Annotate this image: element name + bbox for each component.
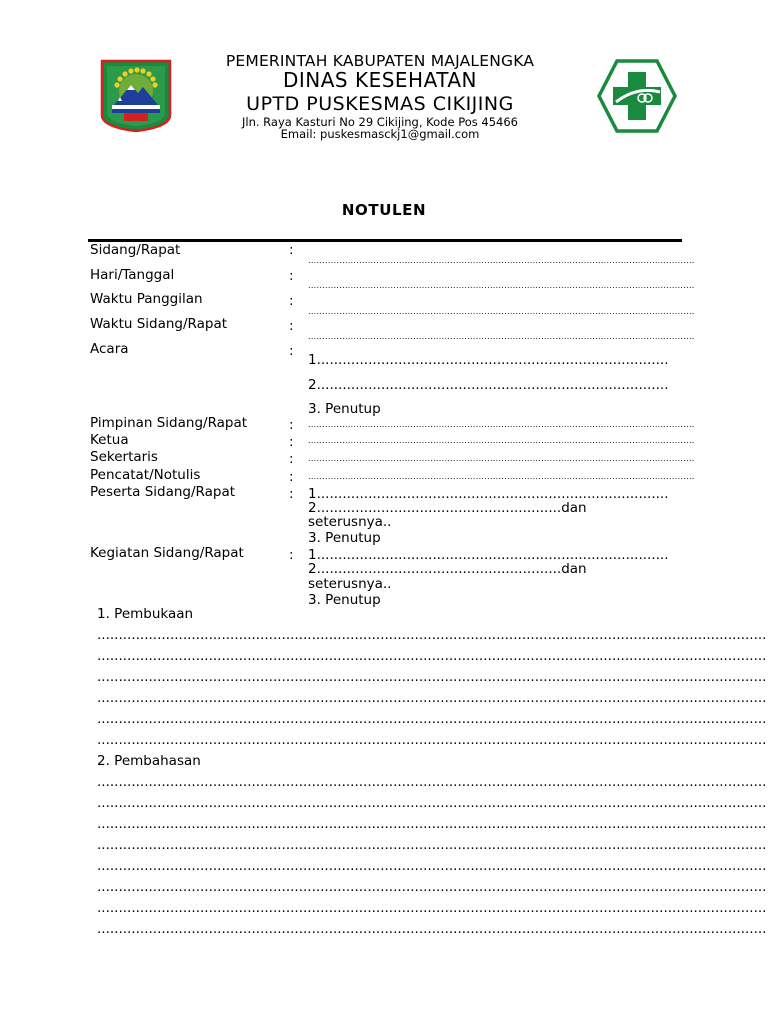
fill-line-pimpinan: ........................................................................................................................................ (308, 420, 695, 429)
pembukaan-line: ............................................................................................................................................................ (97, 669, 767, 685)
label-peserta: Peserta Sidang/Rapat (90, 484, 236, 500)
peserta-item-2: 2.........................................................dan (308, 500, 587, 516)
header-agency: DINAS KESEHATAN (282, 68, 478, 92)
kegiatan-item-2: 2.........................................................dan (308, 561, 587, 577)
peserta-item-3: 3. Penutup (308, 530, 381, 546)
pembahasan-line: ............................................................................................................................................................ (97, 900, 767, 916)
colon: : (289, 343, 294, 359)
label-sidang: Sidang/Rapat (90, 242, 181, 258)
colon: : (289, 547, 294, 563)
pembahasan-line: ............................................................................................................................................................ (97, 837, 767, 853)
colon: : (289, 318, 294, 334)
pembukaan-line: ............................................................................................................................................................ (97, 627, 767, 643)
header-email: Email: puskesmasckj1@gmail.com (280, 127, 480, 141)
section-pembahasan-heading: 2. Pembahasan (97, 753, 201, 769)
fill-line-hari: ........................................................................................................................................ (308, 281, 695, 290)
pembahasan-line: ............................................................................................................................................................ (97, 774, 767, 790)
label-waktu-sidang: Waktu Sidang/Rapat (90, 316, 228, 332)
colon: : (289, 293, 294, 309)
pembahasan-line: ............................................................................................................................................................ (97, 816, 767, 832)
peserta-item-1: 1.................................................................................. (308, 486, 669, 502)
fill-line-waktu-sidang: ........................................................................................................................................ (308, 332, 695, 341)
label-hari: Hari/Tanggal (90, 267, 175, 283)
peserta-continuation: seterusnya.. (308, 514, 392, 530)
label-waktu-panggilan: Waktu Panggilan (90, 291, 203, 307)
colon: : (289, 242, 294, 258)
fill-line-pencatat: ........................................................................................................................................ (308, 472, 695, 481)
colon: : (289, 451, 294, 467)
kegiatan-continuation: seterusnya.. (308, 576, 392, 592)
colon: : (289, 434, 294, 450)
label-pimpinan: Pimpinan Sidang/Rapat (90, 415, 248, 431)
colon: : (289, 486, 294, 502)
label-kegiatan: Kegiatan Sidang/Rapat (90, 545, 244, 561)
acara-item-3: 3. Penutup (308, 401, 381, 417)
section-pembukaan-heading: 1. Pembukaan (97, 606, 194, 622)
label-acara: Acara (90, 341, 129, 357)
colon: : (289, 268, 294, 284)
pembukaan-line: ............................................................................................................................................................ (97, 690, 767, 706)
colon: : (289, 469, 294, 485)
acara-item-2: 2.................................................................................. (308, 377, 669, 393)
fill-line-sidang: ........................................................................................................................................ (308, 256, 695, 265)
pembukaan-line: ............................................................................................................................................................ (97, 732, 767, 748)
pembahasan-line: ............................................................................................................................................................ (97, 879, 767, 895)
header-government: PEMERINTAH KABUPATEN MAJALENGKA (225, 52, 535, 70)
label-sekertaris: Sekertaris (90, 449, 158, 465)
kegiatan-item-3: 3. Penutup (308, 592, 381, 608)
colon: : (289, 417, 294, 433)
fill-line-waktu-panggilan: ........................................................................................................................................ (308, 307, 695, 316)
header-address: Jln. Raya Kasturi No 29 Cikijing, Kode Pos 45466 (241, 115, 518, 129)
header-unit: UPTD PUSKESMAS CIKIJING (246, 93, 514, 115)
fill-line-sekertaris: ........................................................................................................................................ (308, 454, 695, 463)
pembukaan-line: ............................................................................................................................................................ (97, 648, 767, 664)
pembukaan-line: ............................................................................................................................................................ (97, 711, 767, 727)
kegiatan-item-1: 1.................................................................................. (308, 547, 669, 563)
acara-item-1: 1.................................................................................. (308, 352, 669, 368)
label-ketua: Ketua (90, 432, 129, 448)
label-pencatat: Pencatat/Notulis (90, 467, 201, 483)
pembahasan-line: ............................................................................................................................................................ (97, 795, 767, 811)
document-title: NOTULEN (341, 201, 427, 219)
fill-line-ketua: ........................................................................................................................................ (308, 436, 695, 445)
pembahasan-line: ............................................................................................................................................................ (97, 921, 767, 937)
pembahasan-line: ............................................................................................................................................................ (97, 858, 767, 874)
